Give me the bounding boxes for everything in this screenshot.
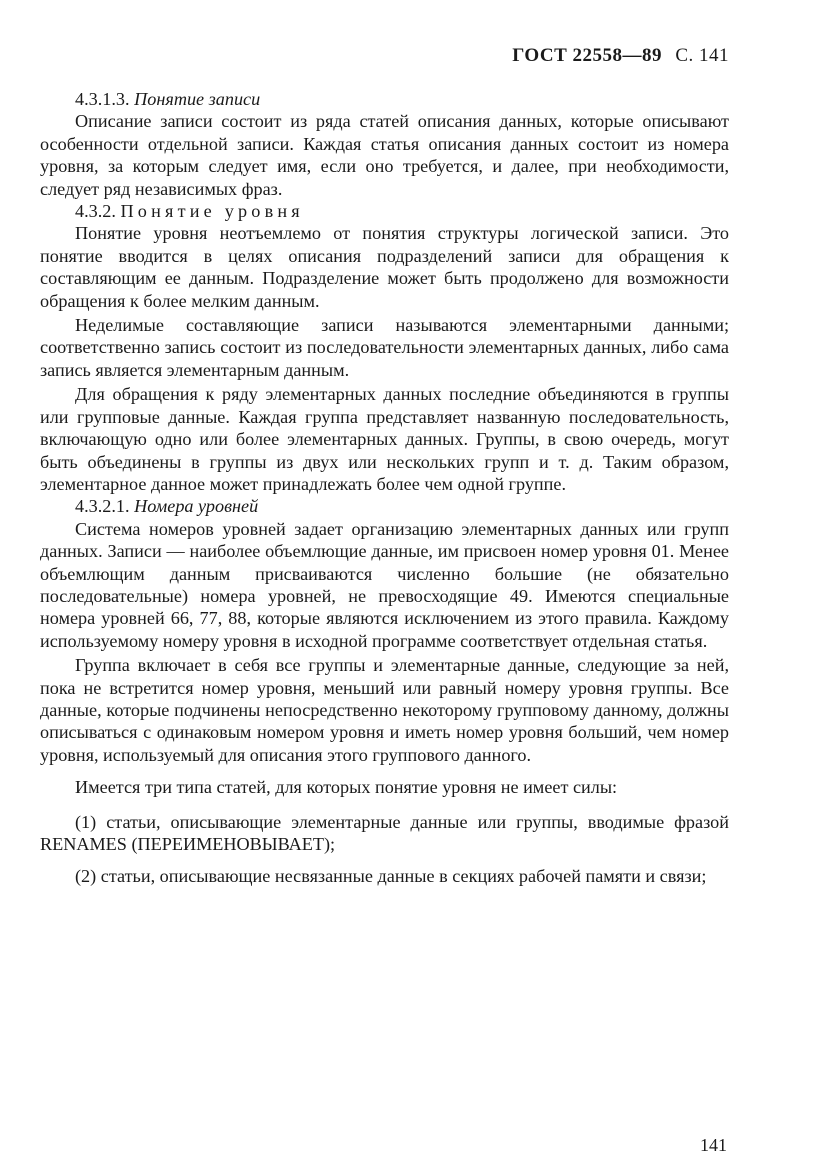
section-heading-4-3-2 (40, 200, 729, 222)
section-title: Понятие записи (134, 89, 261, 109)
standard-number: ГОСТ 22558—89 (512, 45, 663, 66)
section-title: Номера уровней (134, 496, 259, 517)
section-heading-4-3-2-1 (40, 495, 729, 517)
section-title: Понятие уровня (120, 201, 304, 222)
page-number: 141 (700, 1135, 727, 1155)
list-item: (1) статьи, описывающие элементарные данные или группы, вводимые фразой RENAMES (ПЕРЕИМЕНОВЫВАЕТ); (40, 811, 729, 854)
page-header (512, 45, 729, 67)
list-item: (2) статьи, описывающие несвязанные данные в секциях рабочей памяти и связи; (75, 866, 707, 887)
section-number: 4.3.2. (75, 201, 116, 222)
section-number: 4.3.1.3. (75, 89, 130, 109)
section-number: 4.3.2.1. (75, 496, 130, 517)
paragraph: Система номеров уровней задает организацию элементарных данных или групп данных. Записи — наиболее объемлющие данные, им присвоен номер уровня 01. Менее объемлющим данным присваиваются численно большие (не обязательно последовательные) номера уровней, не превосходящие 49. Имеются специальные номера уровней 66, 77, 88, которые являются исключением из этого правила. Каждому используемому номеру уровня в исходной программе соответствует отдельная статья. (40, 518, 729, 651)
paragraph: Описание записи состоит из ряда статей описания данных, которые описывают особенности отдельной записи. Каждая статья описания данных состоит из номера уровня, за которым следует имя, если оно требуется, и далее, при необходимости, следует ряд независимых фраз. (40, 111, 729, 199)
paragraph: Для обращения к ряду элементарных данных последние объединяются в группы или групповые данные. Каждая группа представляет названную последовательность, включающую одно или более элементарных данных. Группы, в свою очередь, могут быть объединены в группы из двух или нескольких групп и т. д. Таким образом, элементарное данное может принадлежать более чем одной группе. (40, 384, 729, 494)
section-heading-4-3-1-3 (40, 88, 729, 110)
document-body (40, 88, 729, 888)
paragraph: Понятие уровня неотъемлемо от понятия структуры логической записи. Это понятие вводится в целях описания подразделений записи для обращения к составляющим ее данным. Подразделение может быть продолжено для возможности обращения к более мелким данным. (40, 223, 729, 311)
paragraph: Группа включает в себя все группы и элементарные данные, следующие за ней, пока не встретится номер уровня, меньший или равный номеру уровня группы. Все данные, которые подчинены непосредственно некоторому групповому данному, должны описываться с одинаковым номером уровня и иметь номер уровня больший, чем номер уровня, используемый для описания этого группового данного. (40, 655, 729, 765)
paragraph: Неделимые составляющие записи называются элементарными данными; соответственно запись состоит из последовательности элементарных данных, либо сама запись является элементарным данным. (40, 315, 729, 380)
header-page-label: С. 141 (675, 45, 729, 66)
paragraph: Имеется три типа статей, для которых понятие уровня не имеет силы: (75, 777, 618, 798)
